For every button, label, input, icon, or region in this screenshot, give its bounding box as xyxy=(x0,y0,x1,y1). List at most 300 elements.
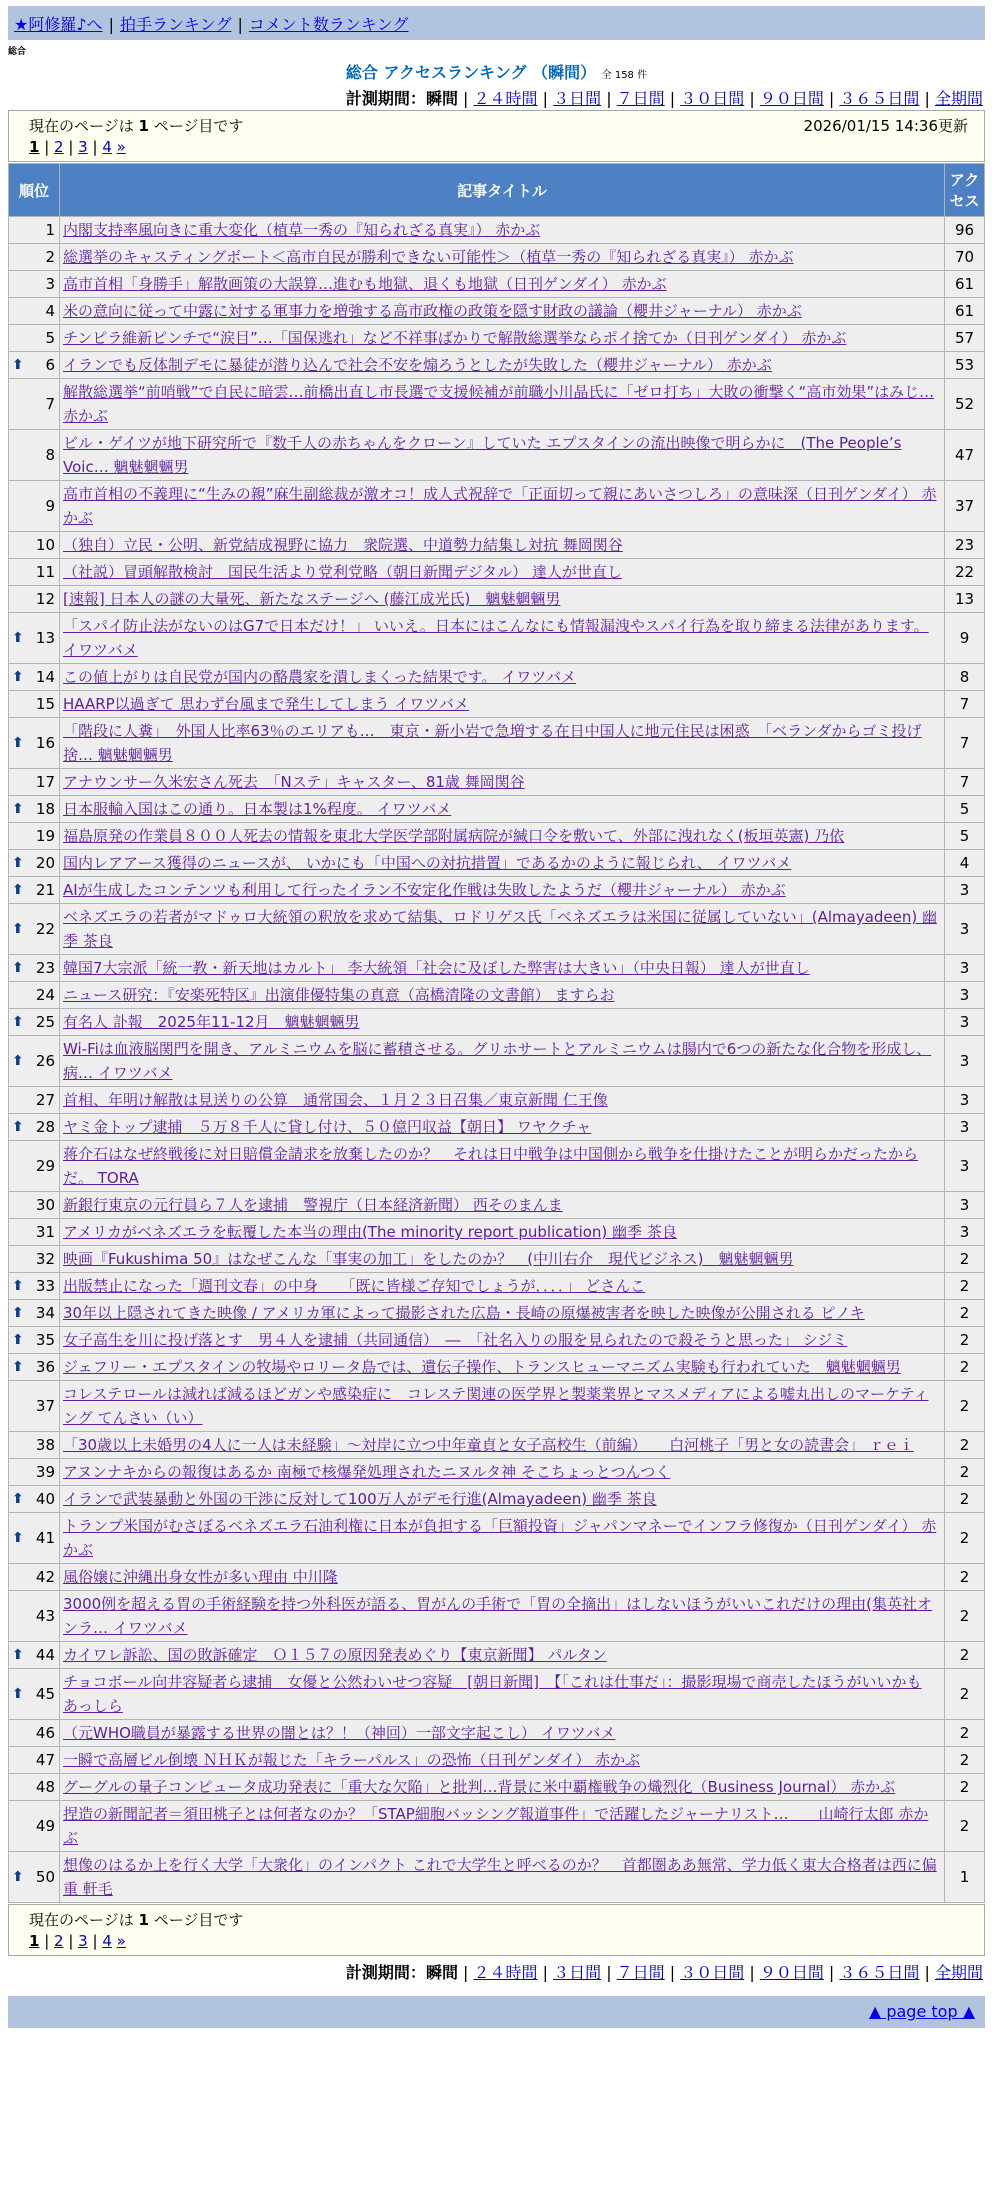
period-link[interactable]: ２４時間 xyxy=(473,1963,538,1982)
rank-number: 39 xyxy=(35,1463,55,1481)
period-link[interactable]: ３６５日間 xyxy=(839,89,920,108)
rank-cell xyxy=(9,1009,59,1035)
rank-up-icon: ⬆ xyxy=(12,1686,24,1702)
period-current: 瞬間 xyxy=(425,89,458,108)
article-link[interactable]: ニュース研究：『安楽死特区』出演俳優特集の真意（高橋清隆の文書館） ますらお xyxy=(63,986,615,1004)
access-count: 3 xyxy=(945,1192,984,1218)
rank-number: 47 xyxy=(35,1751,55,1769)
access-count: 2 xyxy=(945,1513,984,1563)
table-row xyxy=(9,1192,984,1218)
rank-number: 50 xyxy=(35,1868,55,1886)
rank-number: 24 xyxy=(35,986,55,1004)
article-link[interactable]: 30年以上隠されてきた映像 / アメリカ軍によって撮影された広島・長崎の原爆被害者を映した映像が公開される ピノキ xyxy=(63,1304,865,1322)
pager xyxy=(29,138,126,156)
page-info-number: 1 xyxy=(138,1911,149,1929)
table-row xyxy=(9,271,984,297)
rank-up-icon: ⬆ xyxy=(12,1491,24,1507)
rank-number: 9 xyxy=(45,497,55,515)
table-row xyxy=(9,613,984,663)
period-link[interactable]: ９０日間 xyxy=(759,1963,824,1982)
pager-link[interactable]: 3 xyxy=(78,138,88,156)
title-cell xyxy=(60,1801,944,1851)
rank-cell xyxy=(9,1087,59,1113)
rank-cell xyxy=(9,1720,59,1746)
rank-number: 27 xyxy=(35,1091,55,1109)
rank-cell xyxy=(9,1141,59,1191)
rank-cell xyxy=(9,1354,59,1380)
title-cell xyxy=(60,532,944,558)
rank-number: 21 xyxy=(35,881,55,899)
table-row xyxy=(9,1432,984,1458)
period-separator: | xyxy=(744,89,760,108)
article-link[interactable]: 高市首相の不義理に“生みの親”麻生副総裁が激オコ！成人式祝辞で「正面切って親にあいさつしろ」の意味深（日刊ゲンダイ） 赤かぶ xyxy=(63,485,937,527)
rank-cell xyxy=(9,850,59,876)
article-link[interactable]: 有名人 訃報 2025年11-12月 魑魅魍魎男 xyxy=(63,1013,360,1031)
article-link[interactable]: カイワレ訴訟、国の敗訴確定 Ｏ１５７の原因発表めぐり【東京新聞】 パルタン xyxy=(63,1646,607,1664)
table-row xyxy=(9,1141,984,1191)
access-count: 3 xyxy=(945,1114,984,1140)
access-count: 3 xyxy=(945,982,984,1008)
rank-cell xyxy=(9,769,59,795)
rank-number: 19 xyxy=(35,827,55,845)
title-cell xyxy=(60,613,944,663)
pager-link[interactable]: 2 xyxy=(54,138,64,156)
title-cell xyxy=(60,1141,944,1191)
table-row xyxy=(9,1801,984,1851)
rank-cell xyxy=(9,718,59,768)
title-cell xyxy=(60,850,944,876)
period-link[interactable]: 全期間 xyxy=(934,89,983,108)
rank-cell xyxy=(9,532,59,558)
article-link[interactable]: 新銀行東京の元行員ら７人を逮捕 警視庁（日本経済新聞） 西そのまんま xyxy=(63,1196,563,1214)
table-row xyxy=(9,1273,984,1299)
nav-separator: | xyxy=(237,15,243,34)
table-row xyxy=(9,664,984,690)
article-link[interactable]: トランプ米国がむさぼるベネズエラ石油利権に日本が負担する「巨額投資」ジャパンマネーでインフラ修復か（日刊ゲンダイ） 赤かぶ xyxy=(63,1517,937,1559)
rank-cell xyxy=(9,1774,59,1800)
article-link[interactable]: 国内レアアース獲得のニュースが、 いかにも「中国への対抗措置」であるかのように報じられ、 イワツバメ xyxy=(63,854,792,872)
rank-number: 35 xyxy=(35,1331,55,1349)
article-link[interactable]: 蒋介石はなぜ終戦後に対日賠償金請求を放棄したのか？ それは日中戦争は中国側から戦争を仕掛けたことが明らかだったからだ。 TORA xyxy=(63,1145,919,1187)
access-count: 2 xyxy=(945,1642,984,1668)
article-link[interactable]: アメリカがベネズエラを転覆した本当の理由(The minority report publication) 幽季 茶良 xyxy=(63,1223,677,1241)
rank-cell xyxy=(9,904,59,954)
article-link[interactable]: 解散総選挙“前哨戦”で自民に暗雲…前橋出直し市長選で支援候補が前職小川晶氏に「ゼロ打ち」大敗の衝撃く“高市効果”はみじ… 赤かぶ xyxy=(63,383,935,425)
section-label: 総合 xyxy=(8,47,27,57)
title-cell xyxy=(60,1564,944,1590)
table-row xyxy=(9,1747,984,1773)
title-cell xyxy=(60,796,944,822)
access-count: 61 xyxy=(945,271,984,297)
period-link[interactable]: ３日間 xyxy=(553,1963,602,1982)
rank-up-icon: ⬆ xyxy=(12,1119,24,1135)
access-count: 53 xyxy=(945,352,984,378)
article-link[interactable]: （独自）立民・公明、新党結成視野に協力 衆院選、中道勢力結集し対抗 舞岡関谷 xyxy=(63,536,623,554)
table-row xyxy=(9,1327,984,1353)
article-link[interactable]: 総選挙のキャスティングボート＜高市自民が勝利できない可能性＞（植草一秀の『知られざる真実』） 赤かぶ xyxy=(63,248,794,266)
table-row xyxy=(9,877,984,903)
page-top-link[interactable]: ▲ page top ▲ xyxy=(868,2002,975,2021)
page-info-box-bottom xyxy=(8,1904,985,1956)
access-count: 3 xyxy=(945,1036,984,1086)
article-link[interactable]: 一瞬で高層ビル倒壊 ＮＨＫが報じた「キラーパルス」の恐怖（日刊ゲンダイ） 赤かぶ xyxy=(63,1751,641,1769)
rank-number: 30 xyxy=(35,1196,55,1214)
rank-number: 25 xyxy=(35,1013,55,1031)
rank-up-icon: ⬆ xyxy=(12,921,24,937)
rank-up-icon: ⬆ xyxy=(12,735,24,751)
title-cell xyxy=(60,430,944,480)
rank-number: 34 xyxy=(35,1304,55,1322)
title-cell xyxy=(60,1720,944,1746)
table-row xyxy=(9,325,984,351)
rank-number: 18 xyxy=(35,800,55,818)
access-count: 96 xyxy=(945,217,984,243)
article-link[interactable]: （社説）冒頭解散検討 国民生活より党利党略（朝日新聞デジタル） 達人が世直し xyxy=(63,563,622,581)
title-cell xyxy=(60,1432,944,1458)
rank-number: 22 xyxy=(35,920,55,938)
home-link[interactable]: ★阿修羅♪へ xyxy=(14,15,103,34)
access-count: 13 xyxy=(945,586,984,612)
rank-cell xyxy=(9,217,59,243)
rank-up-icon: ⬆ xyxy=(12,1647,24,1663)
access-count: 2 xyxy=(945,1774,984,1800)
article-link[interactable]: アナウンサー久米宏さん死去 「Nステ」キャスター、81歳 舞岡関谷 xyxy=(63,773,525,791)
rank-cell xyxy=(9,325,59,351)
table-row xyxy=(9,1300,984,1326)
title-cell xyxy=(60,1036,944,1086)
title-cell xyxy=(60,1192,944,1218)
title-cell xyxy=(60,1381,944,1431)
period-link[interactable]: ７日間 xyxy=(616,1963,665,1982)
table-row xyxy=(9,559,984,585)
article-link[interactable]: 想像のはるか上を行く大学「大衆化」のインパクト これで大学生と呼べるのか？ 首都圏ああ無常、学力低く東大合格者は西に偏重 軒毛 xyxy=(63,1856,937,1898)
period-separator: | xyxy=(457,89,474,108)
comment-ranking-link[interactable]: コメント数ランキング xyxy=(248,15,409,34)
rank-up-icon: ⬆ xyxy=(12,1053,24,1069)
access-count: 2 xyxy=(945,1300,984,1326)
pager-separator: | xyxy=(39,138,55,156)
access-count: 2 xyxy=(945,1246,984,1272)
rank-number: 14 xyxy=(35,668,55,686)
article-link[interactable]: 「スパイ防止法がないのはG7で日本だけ！」 いいえ。日本にはこんなにも情報漏洩やスパイ行為を取り締まる法律があります。 イワツバメ xyxy=(63,617,929,659)
nav-separator: | xyxy=(108,15,114,34)
article-link[interactable]: 「階段に人糞」 外国人比率63％のエリアも… 東京・新小岩で急増する在日中国人に地元住民は困惑 「ベランダからゴミ投げ捨… 魑魅魍魎男 xyxy=(63,722,922,764)
article-link[interactable]: グーグルの量子コンピュータ成功発表に「重大な欠陥」と批判…背景に米中覇権戦争の熾烈化（Business Journal） 赤かぶ xyxy=(63,1778,896,1796)
rank-number: 49 xyxy=(35,1817,55,1835)
title-cell xyxy=(60,1219,944,1245)
access-count: 7 xyxy=(945,691,984,717)
rank-cell xyxy=(9,1300,59,1326)
pager-link[interactable]: 4 xyxy=(102,138,112,156)
ranking-table xyxy=(8,163,985,1903)
access-count: 2 xyxy=(945,1591,984,1641)
article-link[interactable]: この値上がりは自民党が国内の酪農家を潰しまくった結果です。 イワツバメ xyxy=(63,668,576,686)
rank-number: 12 xyxy=(35,590,55,608)
article-link[interactable]: 風俗嬢に沖縄出身女性が多い理由 中川隆 xyxy=(63,1568,338,1586)
title-cell xyxy=(60,1486,944,1512)
rank-cell xyxy=(9,955,59,981)
rank-up-icon: ⬆ xyxy=(12,882,24,898)
rank-number: 29 xyxy=(35,1157,55,1175)
table-row xyxy=(9,955,984,981)
rank-cell xyxy=(9,1327,59,1353)
title-cell xyxy=(60,1747,944,1773)
title-cell xyxy=(60,1774,944,1800)
title-cell xyxy=(60,244,944,270)
rank-cell xyxy=(9,586,59,612)
pager-link[interactable]: 4 xyxy=(102,1932,112,1950)
rank-up-icon: ⬆ xyxy=(12,1869,24,1885)
rank-cell xyxy=(9,1513,59,1563)
table-row xyxy=(9,1642,984,1668)
article-link[interactable]: ベネズエラの若者がマドゥロ大統領の釈放を求めて結集、ロドリゲス氏「ベネズエラは米国に従属していない」(Almayadeen) 幽季 茶良 xyxy=(63,908,937,950)
period-separator: | xyxy=(537,89,554,108)
access-count: 2 xyxy=(945,1669,984,1719)
title-cell xyxy=(60,325,944,351)
table-row xyxy=(9,379,984,429)
access-count: 3 xyxy=(945,955,984,981)
title-cell xyxy=(60,718,944,768)
table-row xyxy=(9,982,984,1008)
article-link[interactable]: 福島原発の作業員８００人死去の情報を東北大学医学部附属病院が緘口令を敷いて、外部に洩れなく(板垣英憲) 乃依 xyxy=(63,827,845,845)
total-count: 全 158 件 xyxy=(601,70,648,81)
rank-number: 43 xyxy=(35,1607,55,1625)
pager-next-link[interactable]: » xyxy=(116,1932,126,1950)
period-separator: | xyxy=(919,89,935,108)
rank-number: 23 xyxy=(35,959,55,977)
rank-cell xyxy=(9,1459,59,1485)
table-row xyxy=(9,1774,984,1800)
rank-cell xyxy=(9,271,59,297)
article-link[interactable]: Wi-Fiは血液脳関門を開き、アルミニウムを脳に蓄積させる。グリホサートとアルミニウムは腸内で6つの新たな化合物を形成し、病… イワツバメ xyxy=(63,1040,932,1082)
article-link[interactable]: イランでも反体制デモに暴徒が潜り込んで社会不安を煽ろうとしたが失敗した（櫻井ジャーナル） 赤かぶ xyxy=(63,356,772,374)
rank-cell xyxy=(9,430,59,480)
title-cell xyxy=(60,955,944,981)
rank-number: 6 xyxy=(45,356,55,374)
rank-up-icon: ⬆ xyxy=(12,801,24,817)
title-cell xyxy=(60,1087,944,1113)
period-separator: | xyxy=(823,89,840,108)
title-cell xyxy=(60,1513,944,1563)
rank-up-icon: ⬆ xyxy=(12,1359,24,1375)
article-link[interactable]: 日本服輸入国はこの通り。日本製は1%程度。 イワツバメ xyxy=(63,800,452,818)
rank-number: 17 xyxy=(35,773,55,791)
table-row xyxy=(9,718,984,768)
article-link[interactable]: 首相、年明け解散は見送りの公算 通常国会、１月２３日召集／東京新聞 仁王像 xyxy=(63,1091,608,1109)
rank-cell xyxy=(9,877,59,903)
rank-up-icon: ⬆ xyxy=(12,630,24,646)
period-separator: | xyxy=(537,1963,554,1982)
rank-cell xyxy=(9,559,59,585)
table-row xyxy=(9,823,984,849)
period-link[interactable]: ３６５日間 xyxy=(839,1963,920,1982)
title-cell xyxy=(60,823,944,849)
rank-up-icon: ⬆ xyxy=(12,1332,24,1348)
article-link[interactable]: AIが生成したコンテンツも利用して行ったイラン不安定化作戦は失敗したようだ（櫻井ジャーナル） 赤かぶ xyxy=(63,881,786,899)
article-link[interactable]: コレステロールは減れば減るほどガンや感染症に コレステ関連の医学界と製薬業界とマスメディアによる嘘丸出しのマーケティング てんさい（い） xyxy=(63,1385,929,1427)
access-count: 4 xyxy=(945,850,984,876)
rank-number: 2 xyxy=(45,248,55,266)
access-count: 3 xyxy=(945,1087,984,1113)
rank-up-icon: ⬆ xyxy=(12,1530,24,1546)
rank-cell xyxy=(9,796,59,822)
rank-number: 38 xyxy=(35,1436,55,1454)
rank-up-icon: ⬆ xyxy=(12,960,24,976)
title-cell xyxy=(60,298,944,324)
rank-cell xyxy=(9,1246,59,1272)
updated-timestamp: 2026/01/15 14:36更新 xyxy=(803,117,968,135)
period-link[interactable]: ３０日間 xyxy=(680,1963,745,1982)
access-count: 9 xyxy=(945,613,984,663)
rank-number: 11 xyxy=(35,563,55,581)
article-link[interactable]: 女子高生を川に投げ落とす 男４人を逮捕（共同通信） ― 「社名入りの服を見られたので殺そうと思った」 シジミ xyxy=(63,1331,848,1349)
article-link[interactable]: 捏造の新聞記者＝須田桃子とは何者なのか？「STAP細胞バッシング報道事件」で活躍したジャーナリスト… 山崎行太郎 赤かぶ xyxy=(63,1805,929,1847)
rank-number: 48 xyxy=(35,1778,55,1796)
table-row xyxy=(9,1219,984,1245)
access-count: 3 xyxy=(945,904,984,954)
article-link[interactable]: HAARP以過ぎて 思わず台風まで発生してしまう イワツバメ xyxy=(63,695,469,713)
table-row xyxy=(9,352,984,378)
access-count: 2 xyxy=(945,1327,984,1353)
title-cell xyxy=(60,271,944,297)
rank-cell xyxy=(9,1192,59,1218)
title-cell xyxy=(60,559,944,585)
top-nav-bar xyxy=(8,6,985,40)
access-count: 5 xyxy=(945,823,984,849)
table-row xyxy=(9,1459,984,1485)
rank-number: 32 xyxy=(35,1250,55,1268)
pager-current: 1 xyxy=(29,1932,40,1950)
article-link[interactable]: 高市首相「身勝手」解散画策の大誤算…進むも地獄、退くも地獄（日刊ゲンダイ） 赤かぶ xyxy=(63,275,667,293)
pager-link[interactable]: 2 xyxy=(54,1932,64,1950)
rank-up-icon: ⬆ xyxy=(12,855,24,871)
access-count: 70 xyxy=(945,244,984,270)
period-link[interactable]: ３０日間 xyxy=(680,89,745,108)
access-count: 2 xyxy=(945,1720,984,1746)
title-cell xyxy=(60,1009,944,1035)
table-row xyxy=(9,1354,984,1380)
rank-cell xyxy=(9,1852,59,1902)
rank-up-icon: ⬆ xyxy=(12,357,24,373)
rank-cell xyxy=(9,982,59,1008)
table-row xyxy=(9,1381,984,1431)
article-link[interactable]: ジェフリー・エプスタインの牧場やロリータ島では、遺伝子操作、トランスヒューマニズム実験も行われていた 魑魅魍魎男 xyxy=(63,1358,901,1376)
access-count: 3 xyxy=(945,1009,984,1035)
article-link[interactable]: 米の意向に従って中露に対する軍事力を増強する高市政権の政策を隠す財政の議論（櫻井ジャーナル） 赤かぶ xyxy=(63,302,802,320)
page-info-box xyxy=(8,110,985,162)
article-link[interactable]: [速報] 日本人の謎の大量死、新たなステージへ (藤江成光氏) 魑魅魍魎男 xyxy=(63,590,561,608)
table-row xyxy=(9,769,984,795)
article-link[interactable]: 「30歳以上未婚男の4人に一人は未経験」〜対岸に立つ中年童貞と女子高校生（前編） 白河桃子「男と女の読書会」 ｒｅｉ xyxy=(63,1436,914,1454)
title-cell xyxy=(60,1852,944,1902)
title-cell xyxy=(60,217,944,243)
period-current: 瞬間 xyxy=(425,1963,458,1982)
access-count: 7 xyxy=(945,718,984,768)
table-row xyxy=(9,1246,984,1272)
table-row xyxy=(9,244,984,270)
period-link[interactable]: 全期間 xyxy=(934,1963,983,1982)
title-cell xyxy=(60,1669,944,1719)
article-link[interactable]: イランで武装暴動と外国の干渉に反対して100万人がデモ行進(Almayadeen) 幽季 茶良 xyxy=(63,1490,657,1508)
access-count: 1 xyxy=(945,1852,984,1902)
article-link[interactable]: （元WHO職員が暴露する世界の闇とは？！（神回）一部文字起こし） イワツバメ xyxy=(63,1724,616,1742)
period-link[interactable]: ７日間 xyxy=(616,89,665,108)
rank-cell xyxy=(9,664,59,690)
access-count: 2 xyxy=(945,1432,984,1458)
rank-cell xyxy=(9,1801,59,1851)
period-separator: | xyxy=(664,89,681,108)
article-link[interactable]: アヌンナキからの報復はあるか 南極で核爆発処理されたニヌルタ神 そこちょっとつんつく xyxy=(63,1463,671,1481)
article-link[interactable]: 韓国7大宗派「統一教・新天地はカルト」 李大統領「社会に及ぼした弊害は大きい」（中央日報） 達人が世直し xyxy=(63,959,810,977)
title-cell xyxy=(60,769,944,795)
pager-separator: | xyxy=(63,138,79,156)
period-separator: | xyxy=(601,89,617,108)
page-info xyxy=(29,115,243,136)
pager-separator: | xyxy=(87,138,103,156)
period-link[interactable]: ３日間 xyxy=(553,89,602,108)
rank-cell xyxy=(9,1273,59,1299)
article-link[interactable]: 内閣支持率風向きに重大変化（植草一秀の『知られざる真実』） 赤かぶ xyxy=(63,221,541,239)
article-link[interactable]: 3000例を超える胃の手術経験を持つ外科医が語る、胃がんの手術で「胃の全摘出」はしないほうがいいこれだけの理由(集英社オンラ… イワツバメ xyxy=(63,1595,933,1637)
access-count: 3 xyxy=(945,1141,984,1191)
article-link[interactable]: 出版禁止になった「週刊文春」の中身 「既に皆様ご存知でしょうが．．．．」 どさんこ xyxy=(63,1277,646,1295)
pager-separator: | xyxy=(87,1932,103,1950)
period-link[interactable]: ２４時間 xyxy=(473,89,538,108)
period-link[interactable]: ９０日間 xyxy=(759,89,824,108)
table-row xyxy=(9,217,984,243)
page-info-suffix: ページ目です xyxy=(153,1911,244,1929)
rank-cell xyxy=(9,1591,59,1641)
article-link[interactable]: チョコボール向井容疑者ら逮捕 女優と公然わいせつ容疑 [朝日新聞] 【「これは仕事だ」：撮影現場で商売したほうがいいかも あっしら xyxy=(63,1673,922,1715)
article-link[interactable]: 映画『Fukushima 50』はなぜこんな「事実の加工」をしたのか？ (中川右介 現代ビジネス) 魑魅魍魎男 xyxy=(63,1250,794,1268)
title-cell xyxy=(60,664,944,690)
table-row xyxy=(9,1669,984,1719)
rank-cell xyxy=(9,1642,59,1668)
pager-separator: | xyxy=(39,1932,55,1950)
rank-number: 8 xyxy=(45,446,55,464)
table-row xyxy=(9,1036,984,1086)
table-row xyxy=(9,1009,984,1035)
rank-number: 4 xyxy=(45,302,55,320)
rank-cell xyxy=(9,481,59,531)
table-row xyxy=(9,1087,984,1113)
table-row xyxy=(9,430,984,480)
title-cell xyxy=(60,904,944,954)
rank-cell xyxy=(9,1114,59,1140)
article-link[interactable]: チンピラ維新ピンチで“涙目”…「国保逃れ」など不祥事ばかりで解散総選挙ならポイ捨てか（日刊ゲンダイ） 赤かぶ xyxy=(63,329,847,347)
title-cell xyxy=(60,1246,944,1272)
page-info-number: 1 xyxy=(138,117,149,135)
rank-cell xyxy=(9,352,59,378)
title-cell xyxy=(60,1354,944,1380)
rank-number: 44 xyxy=(35,1646,55,1664)
pager-next-link[interactable]: » xyxy=(116,138,126,156)
period-separator: | xyxy=(823,1963,840,1982)
clap-ranking-link[interactable]: 拍手ランキング xyxy=(119,15,232,34)
rank-number: 45 xyxy=(35,1685,55,1703)
rank-cell xyxy=(9,1381,59,1431)
article-link[interactable]: ビル・ゲイツが地下研究所で『数千人の赤ちゃんをクローン』していた エプスタインの流出映像で明らかに (The People’s Voic… 魑魅魍魎男 xyxy=(63,434,902,476)
table-row xyxy=(9,1564,984,1590)
pager-link[interactable]: 3 xyxy=(78,1932,88,1950)
title-cell xyxy=(60,982,944,1008)
table-row xyxy=(9,904,984,954)
rank-number: 36 xyxy=(35,1358,55,1376)
access-count: 57 xyxy=(945,325,984,351)
period-selector xyxy=(346,86,983,109)
article-link[interactable]: ヤミ金トップ逮捕 ５万８千人に貸し付け、５０億円収益【朝日】 ワヤクチャ xyxy=(63,1118,592,1136)
rank-number: 26 xyxy=(35,1052,55,1070)
